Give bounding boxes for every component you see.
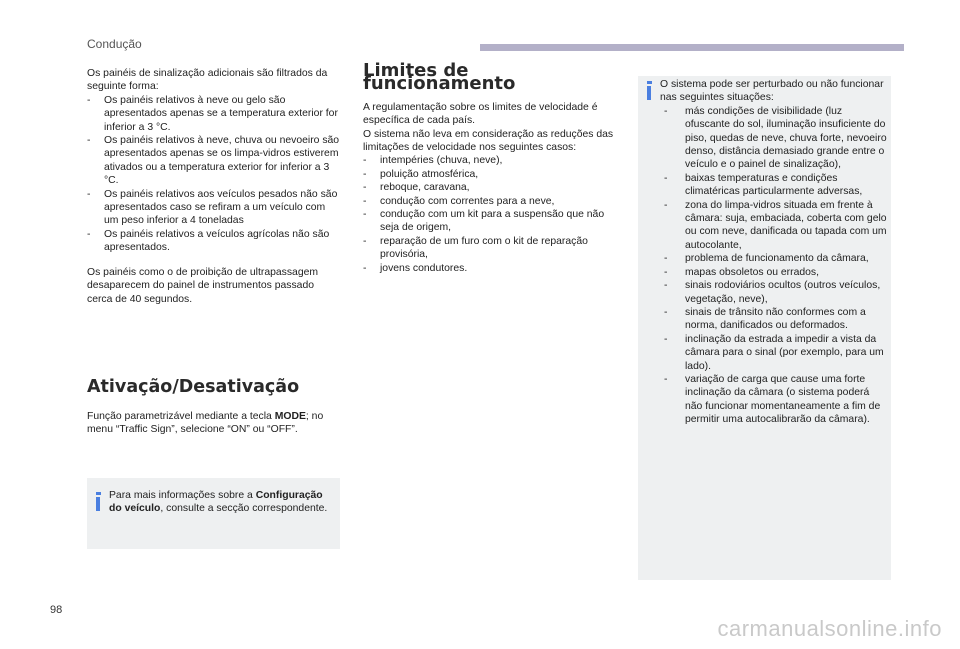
list-item: - sinais rodoviários ocultos (outros veículos, vegetação, neve), [660,279,888,306]
list-item: - problema de funcionamento da câmara, [660,252,888,265]
left-column [87,67,341,306]
info-icon [647,81,653,100]
list-item: - mapas obsoletos ou errados, [660,266,888,279]
info-box-text: Para mais informações sobre a Configuração do veículo, consulte a secção correspondente. [109,490,328,515]
list-item: - Os painéis relativos aos veículos pesados não são apresentados caso se refiram a um veículo com um peso inferior a 4 toneladas [87,188,341,228]
right-box-text [660,78,888,427]
limits-paragraph-2: O sistema não leva em consideração as reduções das limitações de velocidade nos seguintes casos: [363,128,614,154]
section-title: Condução [87,37,142,51]
limits-list [363,154,615,275]
list-item: - jovens condutores. [363,262,615,275]
activation-text: Função parametrizável mediante a tecla MODE; no menu “Traffic Sign”, selecione “ON” ou “OFF”. [87,411,324,436]
watermark: carmanualsonline.info [717,616,942,641]
list-item: - condução com correntes para a neve, [363,195,615,208]
middle-column [363,60,615,275]
list-item: - condução com um kit para a suspensão que não seja de origem, [363,208,615,235]
list-item: - variação de carga que cause uma forte inclinação da câmara (o sistema poderá não funcionar momentaneamente a fim de permitir uma autocalibrarão da câmara). [660,373,888,427]
overtaking-paragraph: Os painéis como o de proibição de ultrapassagem desaparecem do painel de instrumentos passado cerca de 40 segundos. [87,266,319,305]
filter-intro: Os painéis de sinalização adicionais são filtrados da seguinte forma: [87,68,328,93]
list-item: - baixas temperaturas e condições climatéricas particularmente adversas, [660,172,888,199]
list-item: - reboque, caravana, [363,181,615,194]
list-item: - sinais de trânsito não conformes com a norma, danificados ou deformados. [660,306,888,333]
info-box [87,478,340,549]
list-item: - zona do limpa-vidros situada em frente à câmara: suja, embaciada, coberta com gelo ou com neve, danificada ou tapada com um autocolante, [660,199,888,253]
limits-heading: Limites de funcionamento [363,60,516,95]
mode-key-label: MODE [274,411,306,422]
section-header-bar [480,44,904,51]
list-item: - poluição atmosférica, [363,168,615,181]
list-item: - reparação de um furo com o kit de reparação provisória, [363,235,615,262]
list-item: - Os painéis relativos à neve, chuva ou nevoeiro são apresentados apenas se os limpa-vidros estiverem ativados ou a temperatura exterior for inferior a 3 °C. [87,134,341,188]
list-item: - más condições de visibilidade (luz ofuscante do sol, iluminação insuficiente do piso, quedas de neve, chuva forte, nevoeiro denso, distância demasiado grande entre o veículo e o painel de sinalização), [660,105,888,172]
list-item: - Os painéis relativos a veículos agrícolas não são apresentados. [87,228,341,255]
list-item: - Os painéis relativos à neve ou gelo são apresentados apenas se a temperatura exterior for inferior a 3 °C. [87,94,341,134]
activation-heading: Ativação/Desativação [87,377,300,397]
disturbance-intro: O sistema pode ser perturbado ou não funcionar nas seguintes situações: [660,79,884,104]
limits-paragraph-1: A regulamentação sobre os limites de velocidade é específica de cada país. [363,101,598,127]
info-icon [96,492,102,511]
disturbance-list [660,105,888,427]
list-item: - intempéries (chuva, neve), [363,154,615,167]
list-item: - inclinação da estrada a impedir a vista da câmara para o sinal (por exemplo, para um lado). [660,333,888,373]
page-number: 98 [50,604,63,616]
right-info-box [638,76,891,580]
vehicle-config-label: Configuração do veículo [109,490,323,515]
filter-list [87,94,341,255]
